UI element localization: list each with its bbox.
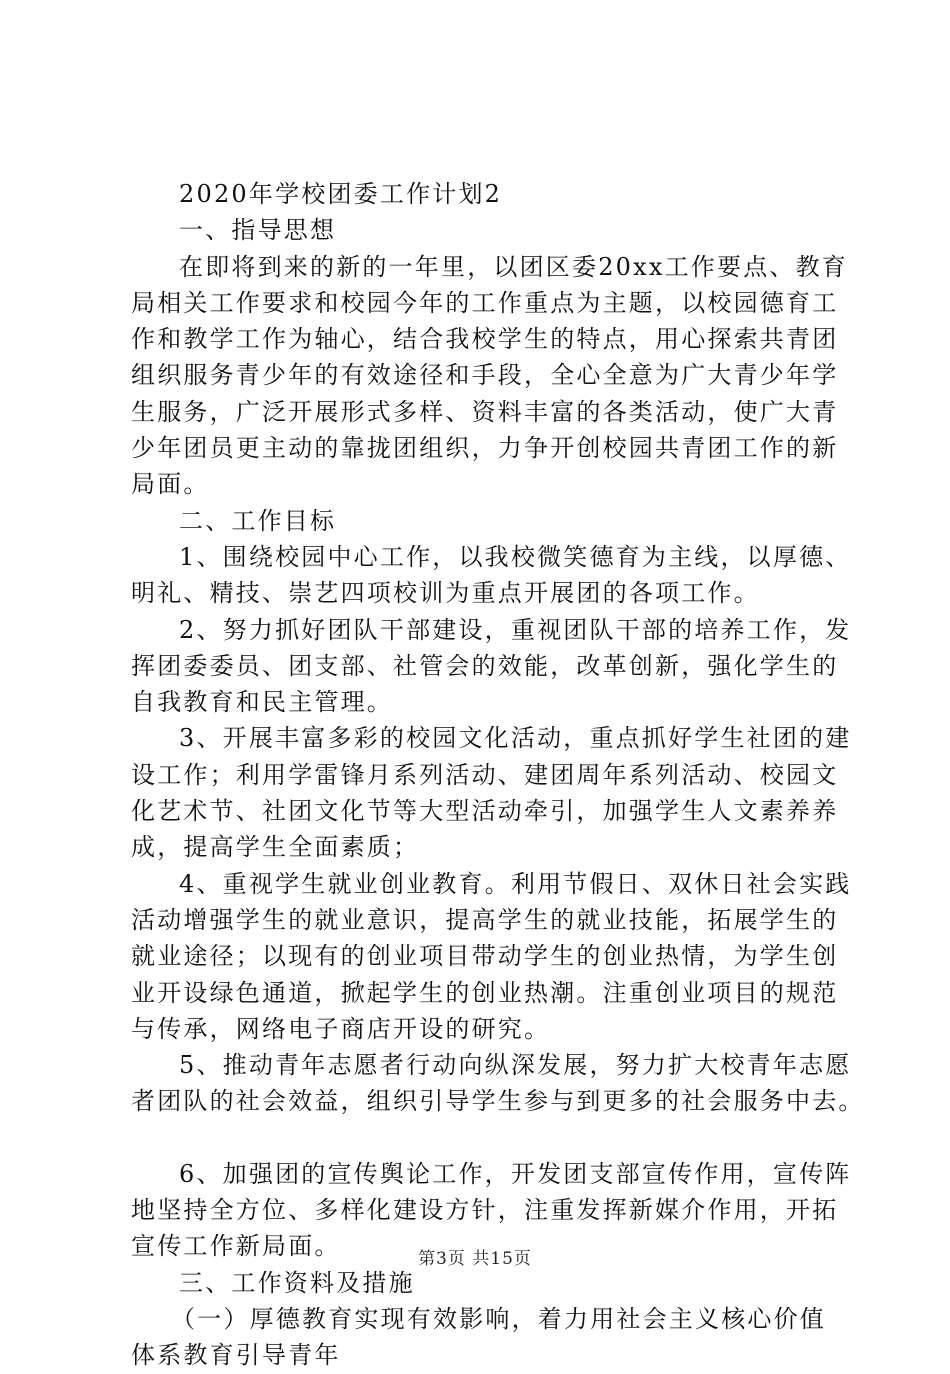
- paragraph-line: 局面。: [131, 470, 210, 499]
- goal-item-line: 挥团委委员、团支部、社管会的效能，改革创新，强化学生的: [131, 651, 839, 680]
- document-body: [131, 176, 865, 1374]
- subsection-line: 体系教育引导青年: [131, 1341, 341, 1370]
- goal-item-line: 1、围绕校园中心工作，以我校微笑德育为主线，以厚德、: [179, 542, 852, 571]
- goal-item-line: 就业途径；以现有的创业项目带动学生的创业热情，为学生创: [131, 942, 839, 971]
- goal-item-line: 活动增强学生的就业意识，提高学生的就业技能，拓展学生的: [131, 905, 839, 934]
- section-heading-guiding-thought: 一、指导思想: [179, 216, 337, 245]
- document-title: 2020年学校团委工作计划2: [179, 180, 503, 208]
- paragraph-line: 作和教学工作为轴心，结合我校学生的特点，用心探索共青团: [131, 325, 839, 354]
- goal-item-line: 3、开展丰富多彩的校园文化活动，重点抓好学生社团的建: [179, 724, 852, 753]
- paragraph-line: 局相关工作要求和校园今年的工作重点为主题，以校园德育工: [131, 288, 839, 317]
- goal-item-line: 明礼、精技、崇艺四项校训为重点开展团的各项工作。: [131, 579, 760, 608]
- goal-item-line: 地坚持全方位、多样化建设方针，注重发挥新媒介作用，开拓: [131, 1196, 839, 1225]
- goal-item-line: 业开设绿色通道，掀起学生的创业热潮。注重创业项目的规范: [131, 978, 839, 1007]
- blank-line: [131, 1120, 841, 1156]
- goal-item-line: 设工作；利用学雷锋月系列活动、建团周年系列活动、校园文: [131, 760, 839, 789]
- page-number-footer: 第3页 共15页: [418, 1249, 532, 1269]
- goal-item-line: 自我教育和民主管理。: [131, 688, 393, 717]
- paragraph-line: 少年团员更主动的靠拢团组织，力争开创校园共青团工作的新: [131, 434, 839, 463]
- goal-item-line: 宣传工作新局面。: [131, 1232, 341, 1261]
- goal-item-line: 6、加强团的宣传舆论工作，开发团支部宣传作用，宣传阵: [179, 1159, 852, 1188]
- goal-item-line: 2、努力抓好团队干部建设，重视团队干部的培养工作，发: [179, 615, 852, 644]
- goal-item-line: 4、重视学生就业创业教育。利用节假日、双休日社会实践: [179, 869, 852, 898]
- subsection-line: （一）厚德教育实现有效影响，着力用社会主义核心价值: [171, 1304, 826, 1333]
- goal-item-line: 与传承，网络电子商店开设的研究。: [131, 1014, 551, 1043]
- paragraph-line: 生服务，广泛开展形式多样、资料丰富的各类活动，使广大青: [131, 397, 839, 426]
- section-heading-work-goals: 二、工作目标: [179, 506, 337, 535]
- goal-item-line: 化艺术节、社团文化节等大型活动牵引，加强学生人文素养养: [131, 797, 839, 826]
- goal-item-line: 者团队的社会效益，组织引导学生参与到更多的社会服务中去。: [131, 1087, 865, 1116]
- goal-item-line: 成，提高学生全面素质；: [131, 833, 420, 862]
- paragraph-line: 在即将到来的新的一年里，以团区委20xx工作要点、教育: [179, 252, 849, 281]
- goal-item-line: 5、推动青年志愿者行动向纵深发展，努力扩大校青年志愿: [179, 1051, 852, 1080]
- paragraph-line: 组织服务青少年的有效途径和手段，全心全意为广大青少年学: [131, 361, 839, 390]
- section-heading-measures: 三、工作资料及措施: [179, 1268, 415, 1297]
